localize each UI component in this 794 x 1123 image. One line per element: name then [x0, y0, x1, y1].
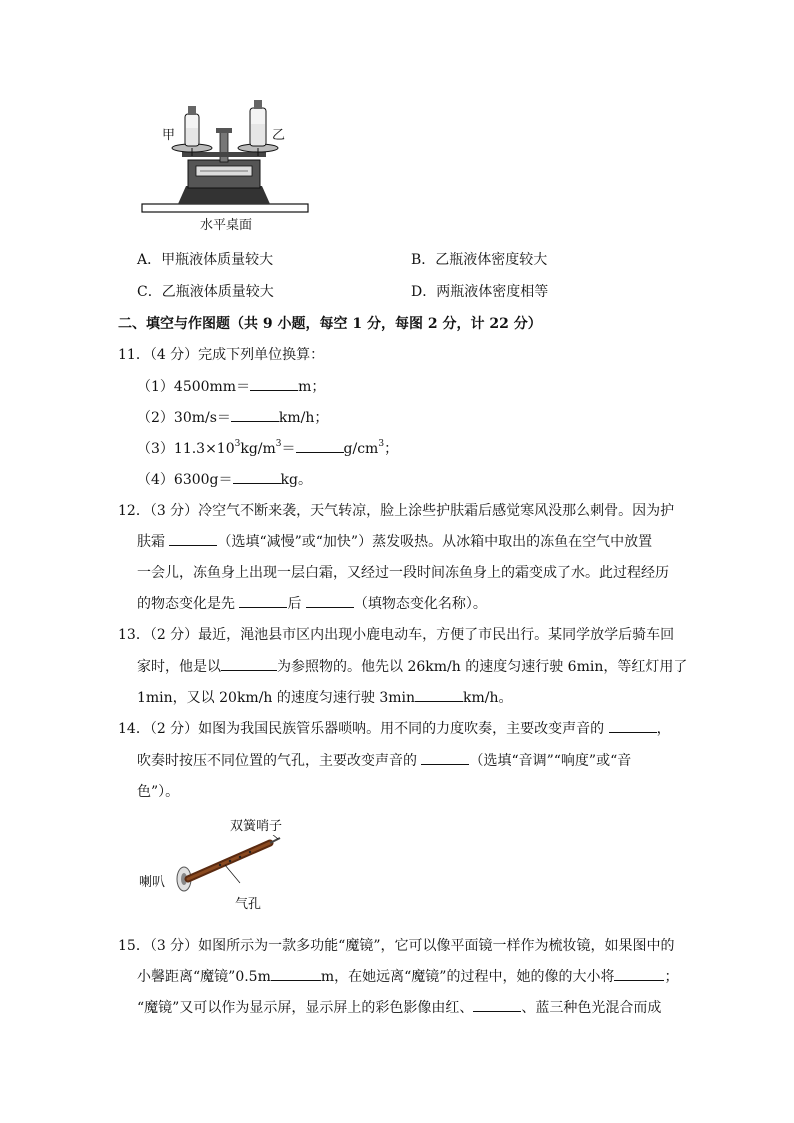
- answer-blank[interactable]: [415, 687, 463, 702]
- q12-line4: [137, 593, 487, 613]
- q13-line3-pre: 1min，又以 20km/h 的速度匀速行驶 3min: [137, 690, 416, 706]
- q11-part3-a: （3）11.3×10: [137, 441, 235, 457]
- q12-line2-pre: 肤霜: [137, 534, 170, 550]
- figure2-hole-label: 气孔: [235, 897, 262, 912]
- q15-line3: [137, 997, 661, 1017]
- answer-blank[interactable]: [250, 376, 298, 391]
- answer-blank[interactable]: [421, 750, 469, 765]
- q14-line1-pre: 14．（2 分）如图为我国民族管乐器唢呐。用不同的力度吹奏，主要改变声音的: [118, 721, 609, 737]
- figure2-horn-label: 喇叭: [139, 875, 166, 890]
- q14-line3: 色”）。: [137, 784, 180, 800]
- q12-line1: 12．（3 分）冷空气不断来袭，天气转凉，脸上涂些护肤霜后感觉寒风没那么刺骨。因为护: [118, 503, 675, 519]
- q15-line2-post: ；: [664, 969, 679, 985]
- suona-illustration: [170, 835, 290, 895]
- q14-line2-post: （选填“音调”“响度”或“音: [469, 753, 632, 769]
- q11-part1-pre: （1）4500mm＝: [137, 379, 251, 395]
- answer-blank[interactable]: [473, 997, 521, 1012]
- answer-blank[interactable]: [271, 966, 321, 981]
- q14-line2: [137, 750, 631, 770]
- q14-line1: [118, 718, 671, 738]
- option-c: C．乙瓶液体质量较大: [137, 284, 274, 300]
- q11-part2: [137, 407, 328, 427]
- q11-part3-b: kg/m: [240, 441, 276, 457]
- q13-line2-post: 为参照物的。他先以 26km/h 的速度匀速行驶 6min，等红灯用了: [277, 659, 688, 675]
- q13-line3: [137, 687, 513, 707]
- answer-blank[interactable]: [614, 966, 664, 981]
- answer-blank[interactable]: [609, 718, 657, 733]
- q12-line4-post: （填物态变化名称）。: [353, 596, 487, 612]
- q14-line2-pre: 吹奏时按压不同位置的气孔，主要改变声音的: [137, 753, 422, 769]
- q11-part3: [137, 438, 398, 458]
- answer-blank[interactable]: [239, 593, 287, 608]
- q11-part1: [137, 376, 325, 396]
- figure1-left-label: 甲: [162, 128, 176, 143]
- q12-line2: [137, 531, 652, 551]
- answer-blank[interactable]: [296, 438, 344, 453]
- option-a: A．甲瓶液体质量较大: [137, 252, 274, 268]
- q15-line2: [137, 966, 678, 986]
- option-d: D．两瓶液体密度相等: [411, 284, 549, 300]
- q11-part3-exp1: 3: [234, 439, 241, 450]
- q13-line2: [137, 656, 687, 676]
- q11-intro: 11．（4 分）完成下列单位换算：: [118, 347, 325, 363]
- q11-part4-pre: （4）6300g＝: [137, 472, 233, 488]
- answer-blank[interactable]: [231, 407, 279, 422]
- q12-line4-pre: 的物态变化是先: [137, 596, 240, 612]
- answer-blank[interactable]: [169, 531, 217, 546]
- q15-line3-pre: “魔镜”又可以作为显示屏，显示屏上的彩色影像由红、: [137, 1000, 474, 1016]
- q11-part3-c: ＝: [281, 441, 296, 457]
- answer-blank[interactable]: [221, 656, 277, 671]
- q11-part3-exp3: 3: [378, 439, 385, 450]
- section-heading: 二、填空与作图题（共 9 小题，每空 1 分，每图 2 分，计 22 分）: [118, 316, 542, 332]
- q11-part4: [137, 469, 312, 489]
- figure2-reed-label: 双簧哨子: [230, 819, 283, 834]
- q13-line3-post: km/h。: [463, 690, 513, 706]
- figure1-right-label: 乙: [272, 128, 286, 143]
- figure1-caption: 水平桌面: [200, 218, 253, 233]
- q15-line1: 15．（3 分）如图所示为一款多功能“魔镜”，它可以像平面镜一样作为梳妆镜，如果图中的: [118, 938, 675, 954]
- q15-line2-mid: m，在她远离“魔镜”的过程中，她的像的大小将: [320, 969, 615, 985]
- q14-line1-post: ，: [656, 721, 671, 737]
- q13-line1: 13．（2 分）最近，渑池县市区内出现小鹿电动车，方便了市民出行。某同学放学后骑车回: [118, 627, 675, 643]
- q11-part3-e: ；: [384, 441, 399, 457]
- q15-line3-post: 、蓝三种色光混合而成: [521, 1000, 662, 1016]
- q11-part3-d: g/cm: [343, 441, 379, 457]
- answer-blank[interactable]: [233, 469, 281, 484]
- q12-line3: 一会儿，冻鱼身上出现一层白霜，又经过一段时间冻鱼身上的霜变成了水。此过程经历: [137, 565, 669, 581]
- q11-part2-post: km/h；: [278, 410, 329, 426]
- suona-figure: [170, 835, 290, 895]
- q11-part3-exp2: 3: [275, 439, 282, 450]
- q12-line2-post: （选填“减慢”或“加快”）蒸发吸热。从冰箱中取出的冻鱼在空气中放置: [217, 534, 653, 550]
- q11-part2-pre: （2）30m/s＝: [137, 410, 231, 426]
- q13-line2-pre: 家时，他是以: [137, 659, 221, 675]
- q11-part1-post: m；: [298, 379, 326, 395]
- q15-line2-pre: 小馨距离“魔镜”0.5m: [137, 969, 271, 985]
- option-b: B．乙瓶液体密度较大: [411, 252, 548, 268]
- q11-part4-post: kg。: [280, 472, 312, 488]
- q12-line4-mid: 后: [287, 596, 306, 612]
- answer-blank[interactable]: [306, 593, 354, 608]
